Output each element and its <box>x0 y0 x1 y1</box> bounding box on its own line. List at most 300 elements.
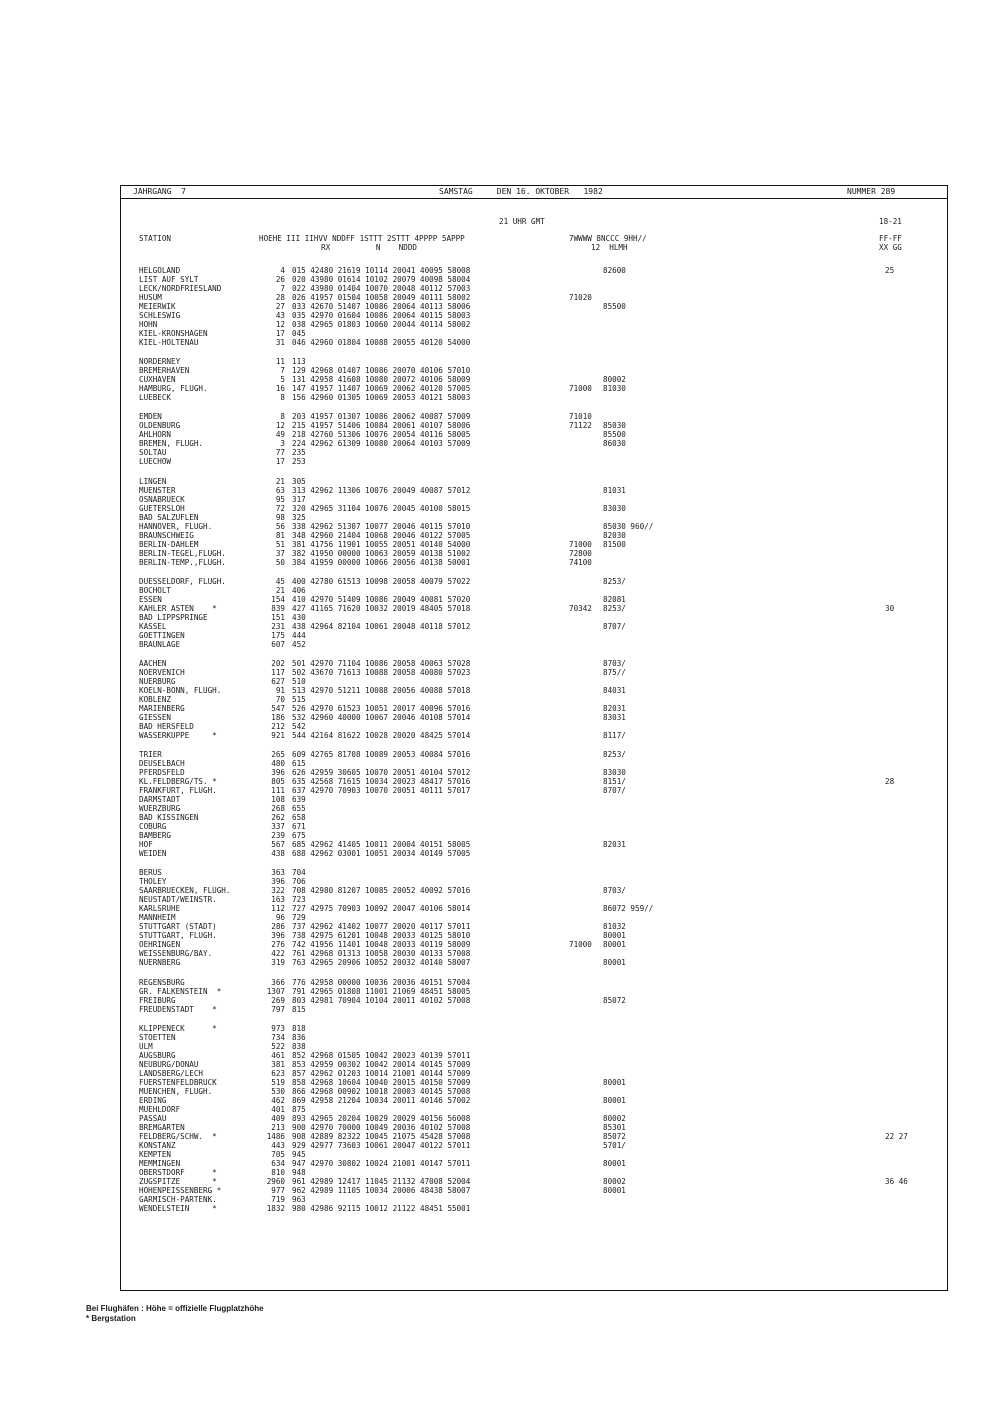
station-name: OLDENBURG <box>139 421 181 431</box>
station-name: BAD LIPPSPRINGE <box>139 612 208 622</box>
synop-groups: 131 42958 41608 10080 20072 40106 58009 <box>292 375 471 385</box>
table-row <box>121 768 947 777</box>
station-name: BRAUNLAGE <box>139 639 181 649</box>
table-row <box>121 895 947 904</box>
wind-gusts: 30 <box>885 603 895 613</box>
station-height: 462 <box>271 1095 285 1105</box>
table-row <box>121 1159 947 1168</box>
station-name: GOETTINGEN <box>139 630 185 640</box>
table-row <box>121 577 947 586</box>
synop-groups: 945 <box>292 1149 306 1159</box>
station-name: LUECHOW <box>139 457 172 467</box>
synop-groups: 869 42958 21204 10034 20011 40146 57002 <box>292 1095 471 1105</box>
synop-groups: 444 <box>292 630 306 640</box>
station-name: HANNOVER, FLUGH. <box>139 521 213 531</box>
cloud-group: 875// <box>603 668 626 677</box>
table-row <box>121 293 947 302</box>
cloud-group: 81031 <box>603 485 626 495</box>
station-name: BERLIN-TEGEL,FLUGH. <box>139 548 226 558</box>
date-label: SAMSTAG DEN 16. OKTOBER 1982 <box>439 187 603 196</box>
station-height: 623 <box>271 1068 285 1078</box>
synop-groups: 838 <box>292 1041 306 1051</box>
station-height: 43 <box>275 311 285 320</box>
station-name: HAMBURG, FLUGH. <box>139 384 208 394</box>
synop-groups: 113 <box>292 357 306 367</box>
station-name: BOCHOLT <box>139 585 172 595</box>
station-height: 396 <box>271 877 285 887</box>
synop-groups: 615 <box>292 759 306 769</box>
station-name: NORDERNEY <box>139 357 181 367</box>
synop-groups: 803 42981 70904 10104 20011 40102 57008 <box>292 995 471 1005</box>
synop-groups: 791 42965 01808 11001 21069 48451 58005 <box>292 986 471 996</box>
station-height: 547 <box>271 704 285 713</box>
observation-time: 21 UHR GMT <box>499 217 545 226</box>
cloud-group: 86072 959// <box>603 904 654 914</box>
synop-groups: 963 <box>292 1194 306 1204</box>
table-row <box>121 366 947 375</box>
station-height: 49 <box>275 430 285 440</box>
station-name: KAHLER ASTEN * <box>139 603 217 613</box>
footnote-airports: Bei Flughäfen : Höhe = offizielle Flugplatzhöhe <box>86 1304 264 1313</box>
station-height: 72 <box>275 503 285 513</box>
station-height: 17 <box>275 329 285 338</box>
synop-groups: 671 <box>292 822 306 832</box>
synop-groups: 962 42989 11105 10034 20006 48438 58007 <box>292 1185 471 1195</box>
table-row <box>121 813 947 822</box>
cloud-group: 84031 <box>603 686 626 695</box>
table-row <box>121 384 947 393</box>
station-height: 112 <box>271 904 285 914</box>
station-height: 98 <box>275 512 285 522</box>
synop-groups: 609 42765 81708 10089 20053 40084 57016 <box>292 750 471 760</box>
station-name: SOLTAU <box>139 448 167 458</box>
synop-groups: 020 43980 01614 10102 20079 40098 58004 <box>292 275 471 284</box>
synop-groups: 215 41957 51406 10084 20061 40107 58006 <box>292 421 471 431</box>
synop-groups: 929 42977 73603 10061 20047 40122 57011 <box>292 1140 471 1150</box>
station-name: NOERVENICH <box>139 668 185 677</box>
synop-groups: 738 42975 61201 10048 20033 40125 58010 <box>292 931 471 941</box>
synop-groups: 857 42962 01203 10014 21001 40144 57009 <box>292 1068 471 1078</box>
table-row <box>121 486 947 495</box>
table-row <box>121 940 947 949</box>
synop-groups: 381 41756 11901 10055 20051 40140 54000 <box>292 539 471 549</box>
cloud-group: 8253/ <box>603 750 626 760</box>
synop-groups: 866 42968 00902 10018 20003 40145 57008 <box>292 1086 471 1096</box>
station-name: ZUGSPITZE * <box>139 1176 217 1186</box>
cloud-group: 86030 <box>603 439 626 449</box>
synop-groups: 438 42964 82104 10061 20048 40118 57012 <box>292 621 471 631</box>
station-name: KARLSRUHE <box>139 904 181 914</box>
wind-gusts: 25 <box>885 266 895 275</box>
table-row <box>121 868 947 877</box>
table-row <box>121 604 947 613</box>
station-height: 810 <box>271 1167 285 1177</box>
cloud-group: 81500 <box>603 539 626 549</box>
station-height: 443 <box>271 1140 285 1150</box>
station-height: 262 <box>271 813 285 823</box>
synop-groups: 853 42959 00302 10042 20014 40145 57009 <box>292 1059 471 1069</box>
cloud-group: 80001 <box>603 1158 626 1168</box>
synop-groups: 384 41959 00000 10066 20056 40138 50001 <box>292 557 471 567</box>
station-height: 45 <box>275 576 285 586</box>
synop-groups: 022 43980 01404 10070 20048 40112 57003 <box>292 284 471 293</box>
table-row <box>121 849 947 858</box>
station-name: KLIPPENECK * <box>139 1023 217 1033</box>
cloud-group: 80001 <box>603 1185 626 1195</box>
table-row <box>121 531 947 540</box>
synop-groups: 410 42970 51409 10086 20049 40081 57020 <box>292 594 471 604</box>
table-row <box>121 266 947 275</box>
weather-group: 71010 <box>569 412 592 422</box>
station-name: BRAUNSCHWEIG <box>139 530 194 540</box>
cloud-group: 82030 <box>603 530 626 540</box>
table-row <box>121 477 947 486</box>
station-name: WENDELSTEIN * <box>139 1203 217 1213</box>
weather-group: 74100 <box>569 557 592 567</box>
table-row <box>121 640 947 649</box>
station-height: 27 <box>275 302 285 311</box>
synop-groups: 218 42760 51306 10076 20054 40116 58005 <box>292 430 471 440</box>
synop-groups: 875 <box>292 1104 306 1114</box>
cloud-group: 8117/ <box>603 731 626 740</box>
synop-groups: 776 42958 00000 10036 20036 40151 57004 <box>292 977 471 987</box>
station-height: 8 <box>280 393 285 403</box>
station-name: KL.FELDBERG/TS. * <box>139 777 217 787</box>
station-height: 95 <box>275 494 285 504</box>
synop-groups: 761 42968 01313 10058 20030 40133 57008 <box>292 949 471 959</box>
station-name: BERLIN-DAHLEM <box>139 539 199 549</box>
station-height: 1486 <box>266 1131 285 1141</box>
table-row <box>121 302 947 311</box>
table-row <box>121 1087 947 1096</box>
station-name: MUENCHEN, FLUGH. <box>139 1086 213 1096</box>
table-row <box>121 913 947 922</box>
synop-groups: 815 <box>292 1004 306 1014</box>
wind-gusts: 22 27 <box>885 1131 908 1141</box>
station-height: 239 <box>271 831 285 841</box>
synop-groups: 515 <box>292 695 306 704</box>
cloud-group: 85030 <box>603 421 626 431</box>
station-height: 381 <box>271 1059 285 1069</box>
station-height: 401 <box>271 1104 285 1114</box>
station-height: 734 <box>271 1032 285 1042</box>
synop-groups: 400 42780 61513 10098 20058 40079 57022 <box>292 576 471 586</box>
cloud-group: 8253/ <box>603 576 626 586</box>
synop-groups: 836 <box>292 1032 306 1042</box>
synop-groups: 038 42965 01803 10060 20044 40114 58002 <box>292 320 471 329</box>
wind-gusts: 28 <box>885 777 895 787</box>
wind-gusts: 36 46 <box>885 1176 908 1186</box>
station-height: 719 <box>271 1194 285 1204</box>
station-height: 276 <box>271 940 285 950</box>
station-name: LECK/NORDFRIESLAND <box>139 284 222 293</box>
station-name: NUERBURG <box>139 677 176 686</box>
synop-groups: 852 42968 01505 10042 20023 40139 57011 <box>292 1050 471 1060</box>
table-row <box>121 357 947 366</box>
table-row <box>121 1051 947 1060</box>
station-height: 567 <box>271 840 285 850</box>
table-row <box>121 393 947 402</box>
synop-groups: 729 <box>292 913 306 923</box>
station-name: GARMISCH-PARTENK. <box>139 1194 217 1204</box>
table-row <box>121 978 947 987</box>
synop-groups: 900 42970 70000 10049 20036 40102 57008 <box>292 1122 471 1132</box>
synop-groups: 045 <box>292 329 306 338</box>
station-height: 8 <box>280 412 285 422</box>
station-name: BAMBERG <box>139 831 172 841</box>
station-height: 268 <box>271 804 285 814</box>
station-height: 409 <box>271 1113 285 1123</box>
station-name: AHLHORN <box>139 430 172 440</box>
station-height: 530 <box>271 1086 285 1096</box>
cloud-group: 80001 <box>603 940 626 950</box>
station-height: 396 <box>271 768 285 778</box>
synop-groups: 235 <box>292 448 306 458</box>
cloud-group: 85500 <box>603 302 626 311</box>
station-name: MUENSTER <box>139 485 176 495</box>
cloud-group: 83030 <box>603 503 626 513</box>
station-name: BREMGARTEN <box>139 1122 185 1132</box>
station-height: 634 <box>271 1158 285 1168</box>
right-header-line1: 7WWWW 8NCCC 9HH// <box>569 234 647 243</box>
right-header-line2: 12 HLMH <box>591 243 628 252</box>
station-height: 522 <box>271 1041 285 1051</box>
synop-groups: 655 <box>292 804 306 814</box>
synop-groups: 893 42965 20204 10029 20029 40156 56008 <box>292 1113 471 1123</box>
cloud-group: 81030 <box>603 384 626 394</box>
station-height: 154 <box>271 594 285 604</box>
table-row <box>121 504 947 513</box>
table-row <box>121 904 947 913</box>
station-height: 3 <box>280 439 285 449</box>
synop-groups: 129 42968 01407 10086 20070 40106 57010 <box>292 366 471 376</box>
synop-groups: 348 42960 21404 10068 20046 40122 57005 <box>292 530 471 540</box>
station-name: KIEL-KRONSHAGEN <box>139 329 208 338</box>
cloud-group: 80001 <box>603 1077 626 1087</box>
station-name: NEUSTADT/WEINSTR. <box>139 895 217 905</box>
synop-groups: 706 <box>292 877 306 887</box>
station-name: EMDEN <box>139 412 162 422</box>
station-height: 186 <box>271 713 285 722</box>
synop-groups: 203 41957 01307 10086 20062 40087 57009 <box>292 412 471 422</box>
cloud-group: 81032 <box>603 922 626 932</box>
table-row <box>121 320 947 329</box>
station-name: WEIDEN <box>139 849 167 859</box>
synop-groups: 658 <box>292 813 306 823</box>
synop-groups: 635 42568 71615 10034 20023 48417 57016 <box>292 777 471 787</box>
station-height: 231 <box>271 621 285 631</box>
station-name: SAARBRUECKEN, FLUGH. <box>139 886 231 896</box>
cloud-group: 5701/ <box>603 1140 626 1150</box>
table-row <box>121 958 947 967</box>
weather-group: 71000 <box>569 384 592 394</box>
synop-groups: 015 42480 21619 10114 20041 40095 58008 <box>292 266 471 275</box>
station-height: 2960 <box>266 1176 285 1186</box>
table-row <box>121 1150 947 1159</box>
station-height: 921 <box>271 731 285 740</box>
station-height: 480 <box>271 759 285 769</box>
station-name: BAD HERSFELD <box>139 722 194 731</box>
table-row <box>121 750 947 759</box>
station-name: MANNHEIM <box>139 913 176 923</box>
table-row <box>121 668 947 677</box>
synop-groups: 156 42960 01305 10069 20053 40121 58003 <box>292 393 471 403</box>
station-name: ULM <box>139 1041 153 1051</box>
station-height: 163 <box>271 895 285 905</box>
station-name: BAD KISSINGEN <box>139 813 199 823</box>
station-name: GR. FALKENSTEIN * <box>139 986 222 996</box>
synop-groups: 858 42968 10604 10040 20015 40150 57009 <box>292 1077 471 1087</box>
synop-groups: 501 42970 71104 10086 20058 40063 57028 <box>292 659 471 668</box>
synop-groups: 224 42962 61309 10080 20064 40103 57009 <box>292 439 471 449</box>
synop-groups: 320 42965 31104 10076 20045 40100 58015 <box>292 503 471 513</box>
table-row <box>121 522 947 531</box>
table-row <box>121 1024 947 1033</box>
station-height: 396 <box>271 931 285 941</box>
station-height: 81 <box>275 530 285 540</box>
weather-group: 71122 <box>569 421 592 431</box>
side-time: 18-21 <box>879 217 902 226</box>
station-height: 12 <box>275 320 285 329</box>
table-row <box>121 1204 947 1213</box>
station-height: 96 <box>275 913 285 923</box>
table-row <box>121 439 947 448</box>
table-row <box>121 275 947 284</box>
cloud-group: 82031 <box>603 704 626 713</box>
synop-groups: 317 <box>292 494 306 504</box>
station-height: 175 <box>271 630 285 640</box>
station-name: LIST AUF SYLT <box>139 275 199 284</box>
table-row <box>121 549 947 558</box>
table-row <box>121 1069 947 1078</box>
station-name: SCHLESWIG <box>139 311 181 320</box>
table-row <box>121 922 947 931</box>
station-height: 50 <box>275 557 285 567</box>
synop-groups: 727 42975 70903 10092 20047 40106 58014 <box>292 904 471 914</box>
synop-groups: 742 41956 11401 10048 20033 40119 58009 <box>292 940 471 950</box>
table-row <box>121 1005 947 1014</box>
station-name: PASSAU <box>139 1113 167 1123</box>
cloud-group: 85500 <box>603 430 626 440</box>
table-row <box>121 704 947 713</box>
station-height: 363 <box>271 868 285 878</box>
weather-group: 72800 <box>569 548 592 558</box>
cloud-group: 85072 <box>603 1131 626 1141</box>
table-row <box>121 631 947 640</box>
synop-groups: 510 <box>292 677 306 686</box>
station-height: 117 <box>271 668 285 677</box>
cloud-group: 80002 <box>603 1113 626 1123</box>
station-height: 977 <box>271 1185 285 1195</box>
table-row <box>121 996 947 1005</box>
station-name: WUERZBURG <box>139 804 181 814</box>
station-height: 519 <box>271 1077 285 1087</box>
table-row <box>121 513 947 522</box>
station-height: 108 <box>271 795 285 805</box>
station-name: HOHN <box>139 320 158 329</box>
table-row <box>121 375 947 384</box>
table-row <box>121 622 947 631</box>
weather-group: 70342 <box>569 603 592 613</box>
table-row <box>121 586 947 595</box>
synop-groups: 688 42962 03001 10051 20034 40149 57005 <box>292 849 471 859</box>
table-row <box>121 1186 947 1195</box>
synop-groups: 948 <box>292 1167 306 1177</box>
station-name: GIESSEN <box>139 713 172 722</box>
table-row <box>121 1123 947 1132</box>
cloud-group: 8703/ <box>603 659 626 668</box>
table-row <box>121 430 947 439</box>
synop-groups: 908 42889 82322 10045 21075 45428 57008 <box>292 1131 471 1141</box>
station-height: 797 <box>271 1004 285 1014</box>
station-height: 37 <box>275 548 285 558</box>
station-height: 77 <box>275 448 285 458</box>
station-height: 56 <box>275 521 285 531</box>
station-name: STOETTEN <box>139 1032 176 1042</box>
table-row <box>121 677 947 686</box>
synop-groups: 961 42989 12417 11045 21132 47008 52004 <box>292 1176 471 1186</box>
station-height: 17 <box>275 457 285 467</box>
table-row <box>121 1078 947 1087</box>
synop-groups: 626 42959 30605 10070 20051 40104 57012 <box>292 768 471 778</box>
station-height: 111 <box>271 786 285 796</box>
station-name: BREMERHAVEN <box>139 366 190 376</box>
station-name: BERUS <box>139 868 162 878</box>
synop-groups: 033 42670 51407 10086 20064 40113 58006 <box>292 302 471 311</box>
station-name: COBURG <box>139 822 167 832</box>
station-name: KONSTANZ <box>139 1140 176 1150</box>
cloud-group: 8707/ <box>603 786 626 796</box>
table-row <box>121 558 947 567</box>
synop-groups: 532 42960 40000 10067 20046 40108 57014 <box>292 713 471 722</box>
table-row <box>121 695 947 704</box>
station-header: STATION <box>139 234 172 243</box>
station-name: AUGSBURG <box>139 1050 176 1060</box>
station-height: 366 <box>271 977 285 987</box>
report-frame <box>120 185 948 1291</box>
table-row <box>121 731 947 740</box>
table-row <box>121 540 947 549</box>
station-name: LUEBECK <box>139 393 172 403</box>
synop-groups: 947 42970 30802 10024 21001 40147 57011 <box>292 1158 471 1168</box>
weather-group: 71000 <box>569 539 592 549</box>
synop-groups: 338 42962 51307 10077 20046 40115 57010 <box>292 521 471 531</box>
station-height: 7 <box>280 366 285 376</box>
station-name: OBERSTDORF * <box>139 1167 217 1177</box>
cloud-group: 82031 <box>603 840 626 850</box>
issue-number: NUMMER 289 <box>847 187 896 196</box>
cloud-group: 8253/ <box>603 603 626 613</box>
station-height: 21 <box>275 476 285 486</box>
station-height: 12 <box>275 421 285 431</box>
synop-groups: 818 <box>292 1023 306 1033</box>
station-name: NEUBURG/DONAU <box>139 1059 199 1069</box>
station-height: 705 <box>271 1149 285 1159</box>
synop-groups: 313 42962 11306 10076 20049 40087 57012 <box>292 485 471 495</box>
station-name: MEIERWIK <box>139 302 176 311</box>
synop-groups: 325 <box>292 512 306 522</box>
station-name: MARIENBERG <box>139 704 185 713</box>
weather-group: 71000 <box>569 940 592 950</box>
synop-groups: 427 41165 71620 10032 20019 48405 57018 <box>292 603 471 613</box>
station-name: HOHENPEISSENBERG * <box>139 1185 222 1195</box>
table-row <box>121 795 947 804</box>
station-height: 51 <box>275 539 285 549</box>
table-row <box>121 786 947 795</box>
station-name: AACHEN <box>139 659 167 668</box>
station-height: 151 <box>271 612 285 622</box>
cloud-group: 80001 <box>603 958 626 968</box>
